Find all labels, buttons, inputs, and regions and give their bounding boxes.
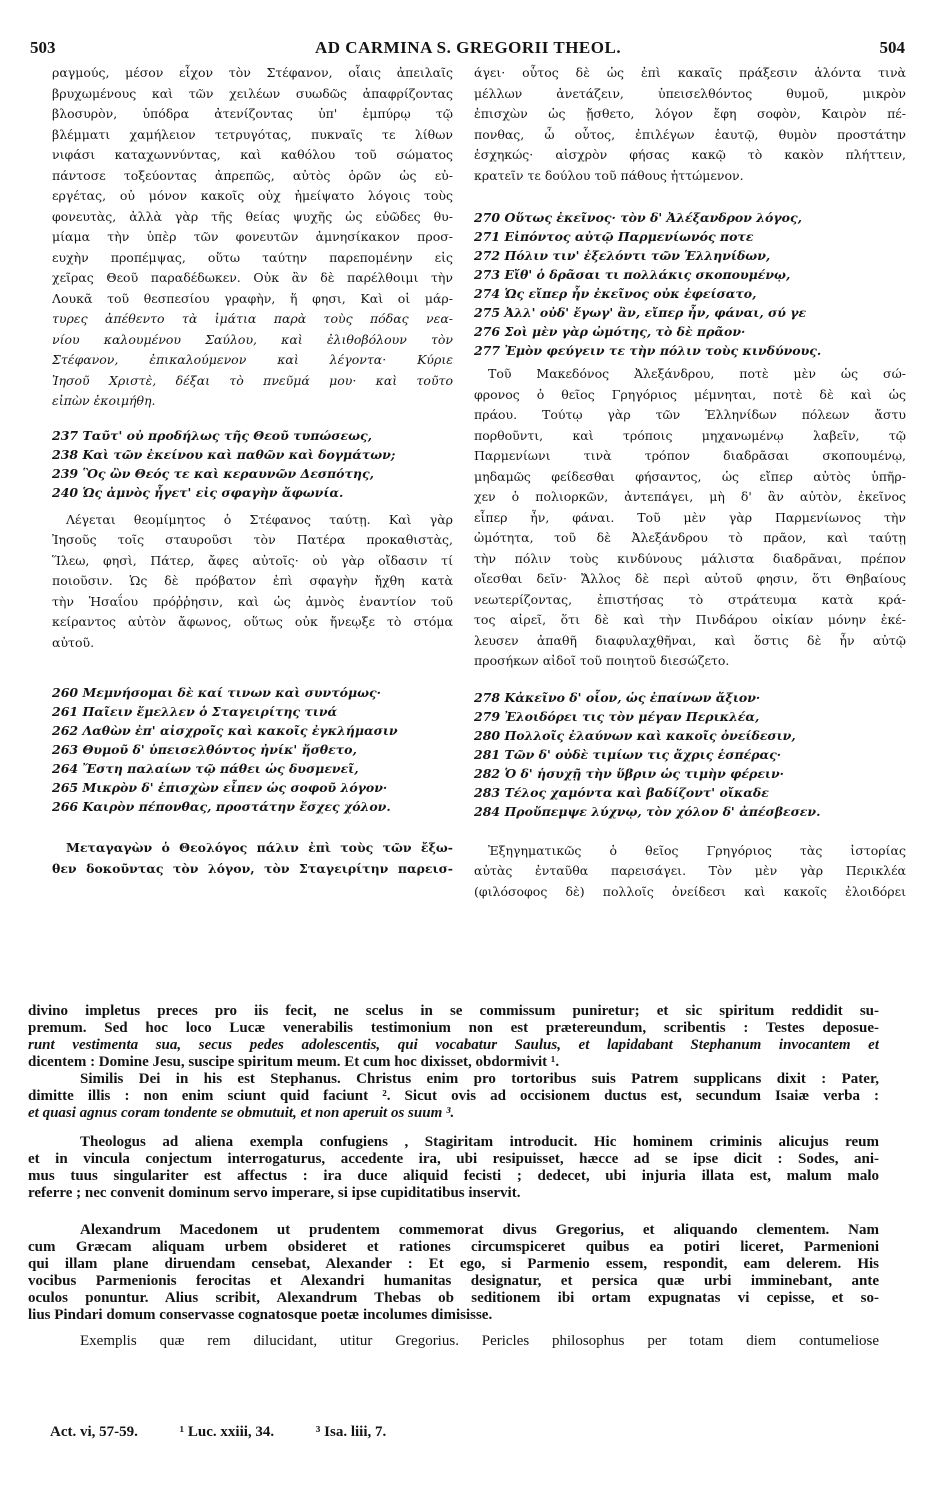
commentary-paragraph [474, 364, 906, 672]
text-line: (φιλόσοφος δὲ) πολλοῖς ὀνείδεσι καὶ κακοῖς ἐλοιδόρει [474, 883, 906, 899]
text-line: προσήκων αἰδοῖ τοῦ ποιητοῦ διεσώζετο. [474, 653, 730, 668]
verse-line: 239 Ὃς ὢν Θεός τε καὶ κεραυνῶν Δεσπότης, [52, 465, 374, 481]
latin-paragraph [28, 1071, 879, 1122]
text-line: ποιοῦσιν. Ὡς δὲ πρόβατον ἐπὶ σφαγὴν ἤχθη κατὰ [52, 573, 453, 588]
verse-line: 281 Τῶν δ' οὐδὲ τιμίων τις ἄχρις ἑσπέρας· [474, 746, 782, 762]
text-line: Τοῦ Μακεδόνος Ἀλεξάνδρου, ποτὲ μὲν ὡς σώ- [488, 366, 906, 381]
verse-line: 279 Ἐλοιδόρει τις τὸν μέγαν Περικλέα, [474, 708, 760, 724]
text-line: Λουκᾶ τοῦ θεσπεσίου γραφὴν, ἥ φησι, Καὶ οἱ μάρ- [52, 290, 453, 306]
commentary-paragraph [52, 510, 453, 654]
verse-line: 240 Ὡς ἀμνὸς ἦγετ' εἰς σφαγὴν ἄφωνία. [52, 484, 344, 500]
right-greek-column [474, 63, 906, 902]
text-line: Exemplis quæ rem dilucidant, utitur Gregorius. Pericles philosophus per totam diem contumeliose [80, 1333, 879, 1349]
text-line: νίου καλουμένου Σαύλου, καὶ ἐλιθοβόλουν τὸν [52, 331, 453, 347]
text-line: χεν ὁ πολιορκῶν, ἀντεπάγει, μὴ δ' ἂν αὐτὸν, ἐκεῖνος [474, 489, 906, 504]
commentary-paragraph [474, 841, 906, 903]
latin-paragraph [28, 1134, 879, 1202]
text-line: χεῖρας Θεοῦ παραδέδωκεν. Οὐκ ἂν δὲ παρέλθοιμι τὴν [52, 270, 453, 285]
text-line: runt vestimenta sua, secus pedes adolescentis, qui vocabatur Saulus, et lapidabant Stephanum invocantem et [28, 1037, 879, 1053]
running-header [30, 38, 905, 60]
verse-line: 260 Μεμνήσομαι δὲ καί τινων καὶ συντόμως· [52, 685, 381, 700]
text-line: Ἵλεω, φησὶ, Πάτερ, ἄφες αὐτοῖς· οὐ γὰρ οἴδασιν τί [52, 552, 453, 568]
footnotes [50, 1424, 750, 1441]
text-line: πορθοῦντι, καὶ τρόποις μηχανωμένῳ λαβεῖν, τῷ [474, 427, 906, 443]
verse-line: 282 Ὁ δ' ἡσυχῇ τὴν ὕβριν ὡς τιμὴν φέρειν· [474, 765, 784, 781]
text-line: referre ; nec convenit dominum servo imperare, si ipse cupiditatibus inservit. [28, 1185, 521, 1201]
verse-line: 280 Πολλοῖς ἐλαύνων καὶ κακοῖς ὀνείδεσιν, [474, 727, 796, 743]
commentary-paragraph [474, 63, 906, 186]
text-line: ἐσχηκώς· αἰσχρὸν φήσας κακῷ τὸ κακὸν πλήττειν, [474, 147, 906, 162]
text-line: βλέμματι χαμήλειον τετρυγότας, πυκναῖς τε λίθων [52, 126, 453, 142]
text-line: αὐτὰς ἐνταῦθα παρεισάγει. Τὸν μὲν γὰρ Περικλέα [474, 863, 906, 878]
latin-paragraph [28, 1222, 879, 1324]
latin-translation [28, 1003, 879, 1350]
text-line: vocibus Parmenionis ferocitas et Alexandri humanitas designatur, et persica quæ urbi imminebant, ante [28, 1273, 879, 1289]
text-line: μέλλων ἀνετάζειν, ὑπεισελθόντος θυμοῦ, μικρὸν [474, 85, 906, 101]
text-line: άγει· οὗτος δὲ ὡς ἐπὶ κακαῖς πράξεσιν ἁλόντα τινὰ [474, 65, 906, 80]
text-line: θεν δοκοῦντας τὸν λόγον, τὸν Σταγειρίτην παρεισ- [52, 860, 453, 876]
verse-line: 263 Θυμοῦ δ' ὑπεισελθόντος ἠνίκ' ἤσθετο, [52, 742, 357, 757]
text-line: πράου. Τούτῳ γὰρ τῶν Ἑλληνίδων πόλεων ἄστυ [474, 407, 906, 422]
left-greek-column [52, 63, 453, 879]
verse-line: 237 Ταῦτ' οὐ προδήλως τῆς Θεοῦ τυπώσεως, [52, 427, 372, 443]
text-line: νεωτερίζοντας, ἐπιστήσας τὸ στράτευμα κατὰ κρά- [474, 591, 906, 607]
verse-line: 261 Παῖειν ἔμελλεν ὁ Σταγειρίτης τινά [52, 704, 338, 719]
verse-line: 266 Καιρὸν πέπονθας, προστάτην ἔσχες χόλον. [52, 799, 391, 814]
text-line: Ἐξηγηματικῶς ὁ θεῖος Γρηγόριος τὰς ἱστορίας [488, 842, 906, 858]
text-line: εἶπερ ἦν, φάναι. Τοῦ μὲν γὰρ Παρμενίωνος τὴν [474, 509, 906, 525]
text-line: dicentem : Domine Jesu, suscipe spiritum meum. Et cum hoc dixisset, obdormivit ¹. [28, 1054, 560, 1070]
footnote: ¹ Luc. xxiii, 34. [179, 1424, 275, 1440]
verse-line: 276 Σοὶ μὲν γὰρ ὠμότης, τὸ δὲ πρᾶον· [474, 324, 746, 339]
verse-line: 270 Οὕτως ἐκεῖνος· τὸν δ' Ἀλέξανδρον λόγος, [474, 210, 802, 225]
commentary-paragraph [52, 63, 453, 412]
text-line: oculos ponuntur. Alius scribit, Alexandrum Thebas ob seditionem ibi ortam expugnatas vi cepisse, et so- [28, 1290, 879, 1306]
verse-block [52, 426, 453, 502]
text-line: qui illam plane diruendam censebat, Alexander : Et ego, si Parmenio essem, respondit, eam delerem. His [28, 1256, 879, 1272]
verse-line: 284 Προὔπεμψε λύχνῳ, τὸν χόλον δ' ἀπέσβεσεν. [474, 803, 821, 819]
text-line: Μεταγαγὼν ὁ Θεολόγος πάλιν ἐπὶ τοὺς τῶν ἔξω- [66, 840, 453, 855]
text-line: τυρες ἀπέθεντο τὰ ἱμάτια παρὰ τοὺς πόδας νεα- [52, 311, 453, 326]
text-line: lius Pindari domum conservasse cognatosque poetæ incolumes dimisisse. [28, 1307, 493, 1323]
text-line: ευχὴν προπέμψας, οὕτω ταύτην παρεπομένην εἰς [52, 249, 453, 265]
text-line: cum Græcam aliquam urbem obsideret et rationes circumspiceret quibus ea potiri liceret, Parmenioni [28, 1239, 879, 1255]
text-line: Theologus ad aliena exempla confugiens , Stagiritam introducit. Hic hominem criminis alicujus reum [80, 1134, 879, 1150]
verse-line: 238 Καὶ τῶν ἐκείνου καὶ παθῶν καὶ δογμάτων; [52, 446, 396, 462]
footnote: Act. vi, 57-59. [50, 1424, 138, 1440]
text-line: ραγμούς, μέσον εἶχον τὸν Στέφανον, οἷαις ἀπειλαῖς [52, 65, 453, 80]
text-line: νιφάσι καταχωννύντας, καὶ καθόλου τοῦ σώματος [52, 147, 453, 162]
latin-paragraph [28, 1003, 879, 1071]
verse-block [474, 688, 906, 821]
text-line: φρονος ὁ θεῖος Γρηγόριος μέμνηται, ποτὲ δὲ καὶ ὡς [474, 386, 906, 402]
text-line: et in vincula conjectum interrogaturus, accedente ira, ubi resipuisset, hæcce ad se ipse dicit : Sodes, ani- [28, 1151, 879, 1167]
latin-paragraph [28, 1333, 879, 1350]
text-line: ὠμότητα, τοῦ δὲ Ἀλεξάνδρου τὸ πρᾶον, καὶ ταύτῃ [474, 530, 906, 545]
verse-block [52, 683, 453, 816]
verse-line: 283 Τέλος χαμόντα καὶ βαδίζοντ' οἴκαδε [474, 784, 769, 800]
text-line: αὐτοῦ. [52, 634, 95, 650]
text-line: εργέτας, οὐ μόνον κακοῖς οὐχ ἠμείψατο λόγοις τοὺς [52, 188, 453, 203]
verse-line: 278 Κἀκεῖνο δ' οἷον, ὡς ἐπαίνων ἄξιον· [474, 689, 761, 705]
text-line: mus tuus singulariter est affectus : ira duce aliquid fecisti ; dedecet, ubi injuria illata est, malum malo [28, 1168, 879, 1184]
text-line: dimitte illis : non enim sciunt quid faciunt ². Sicut ovis ad occisionem ductus est, secundum Isaiæ verba : [28, 1088, 879, 1104]
text-line: φονευτὰς, ἀλλὰ γὰρ τῆς θείας ψυχῆς ὡς εὐῶδες θυ- [52, 208, 453, 224]
verse-line: 271 Εἰπόντος αὐτῷ Παρμενίωνός ποτε [474, 229, 754, 244]
text-line: Similis Dei in his est Stephanus. Christus enim pro tortoribus suis Patrem supplicans dixit : Pater, [80, 1071, 879, 1087]
text-line: Παρμενίωνι τινὰ τρόπον διαδρᾶσαι σκοπουμένῳ, [474, 448, 906, 463]
footnote: ³ Isa. liii, 7. [315, 1424, 387, 1440]
verse-line: 265 Μικρὸν δ' ἐπισχὼν εἶπεν ὡς σοφοῦ λόγον· [52, 780, 388, 795]
running-title: AD CARMINA S. GREGORII THEOL. [315, 38, 622, 57]
text-line: μίαμα τὴν ὑπὲρ τῶν φονευτῶν ἀμνησίκακον προσ- [52, 229, 453, 244]
verse-line: 275 Ἀλλ' οὐδ' ἔγωγ' ἂν, εἴπερ ἦν, φάναι, σύ γε [474, 305, 807, 320]
text-line: τος αἱρεῖ, ὅτι δὲ καὶ τὴν Πινδάρου οἰκίαν μόνην ἐκέ- [474, 612, 906, 627]
text-line: τὴν πόλιν τοὺς κινδύνους μάλιστα διαδρᾶναι, πρέπον [474, 550, 906, 566]
text-line: βρυχωμένους καὶ τῶν χειλέων συωδῶς ἀπαφρίζοντας [52, 85, 453, 101]
left-page-number: 503 [30, 38, 56, 57]
verse-line: 262 Λαθὼν ἐπ' αἰσχροῖς καὶ κακοῖς ἐγκλήμασιν [52, 723, 398, 738]
text-line: divino impletus preces pro iis fecit, ne scelus in se commissum puniretur; et sic spiritum reddidit su- [28, 1003, 879, 1019]
text-line: premum. Sed hoc loco Lucæ venerabilis testimonium non est prætereundum, scribentis : Testes deposue- [28, 1020, 879, 1036]
text-line: Λέγεται θεομίμητος ὁ Στέφανος ταύτῃ. Καὶ γὰρ [66, 511, 453, 527]
text-line: κρατεῖν τε δούλου τοῦ πάθους ἡττώμενον. [474, 167, 744, 183]
verse-line: 274 Ὡς εἴπερ ἦν ἐκεῖνος οὐκ ἐφείσατο, [474, 286, 757, 301]
verse-block [474, 208, 906, 360]
commentary-paragraph [52, 838, 453, 879]
text-line: Ἰησοῦ Χριστὲ, δέξαι τὸ πνεῦμά μου· καὶ τοῦτο [52, 372, 453, 388]
text-line: πάντοσε τοξεύοντας ἀπρεπῶς, αὐτὸς ὁρῶν ὡς εὐ- [52, 167, 453, 183]
text-line: ἐπισχὼν ὡς ᾔσθετο, λόγον ἔφη σοφὸν, Καιρὸν πέ- [474, 106, 906, 121]
text-line: εἰπὼν ἐκοιμήθη. [52, 393, 156, 408]
right-page-number: 504 [879, 38, 905, 57]
text-line: et quasi agnus coram tondente se obmutuit, et non aperuit os suum ³. [28, 1105, 455, 1121]
verse-line: 272 Πόλιν τιν' ἐξελόντι τῶν Ἑλληνίδων, [474, 248, 771, 263]
verse-line: 273 Εἴθ' ὁ δρᾶσαι τι πολλάκις σκοπουμένῳ, [474, 267, 791, 282]
verse-line: 264 Ἔστη παλαίων τῷ πάθει ὡς δυσμενεῖ, [52, 761, 359, 776]
text-line: Alexandrum Macedonem ut prudentem commemorat divus Gregorius, et aliquando clementem. Nam [80, 1222, 879, 1238]
text-line: Στέφανον, ἐπικαλούμενον καὶ λέγοντα· Κύριε [52, 352, 453, 367]
text-line: λευσεν ἀπαθῆ διαφυλαχθῆναι, καὶ ὅστις δὲ ἦν αὐτῷ [474, 632, 906, 648]
text-line: Ἰησοῦς τοῖς σταυροῦσι τὸν Πατέρα προκαθιστὰς, [52, 532, 453, 547]
text-line: μηδαμῶς φείδεσθαι φήσαντος, ὡς εἴπερ αὐτὸς ὑπῆρ- [474, 468, 906, 484]
verse-line: 277 Ἐμὸν φεύγειν τε τὴν πόλιν τοὺς κινδύνους. [474, 343, 822, 358]
text-line: βλοσυρὸν, ὑπόδρα ἀτενίζοντας ὑπ' ἐμπύρῳ τῷ [52, 106, 453, 121]
text-line: πονθας, ὦ οὗτος, ἐπιλέγων ἑαυτῷ, θυμὸν προστάτην [474, 126, 906, 142]
text-line: οἴεσθαι δεῖν· Ἄλλος δὲ περὶ αὐτοῦ φησιν, ὅτι Θηβαίους [474, 571, 906, 586]
text-line: κείραντος αὐτὸν ἄφωνος, οὕτως οὐκ ἤνεῳξε τὸ στόμα [52, 614, 453, 629]
text-line: τὴν Ἡσαΐου πρόῤῥησιν, καὶ ὡς ἀμνὸς ἐναντίον τοῦ [52, 593, 453, 609]
